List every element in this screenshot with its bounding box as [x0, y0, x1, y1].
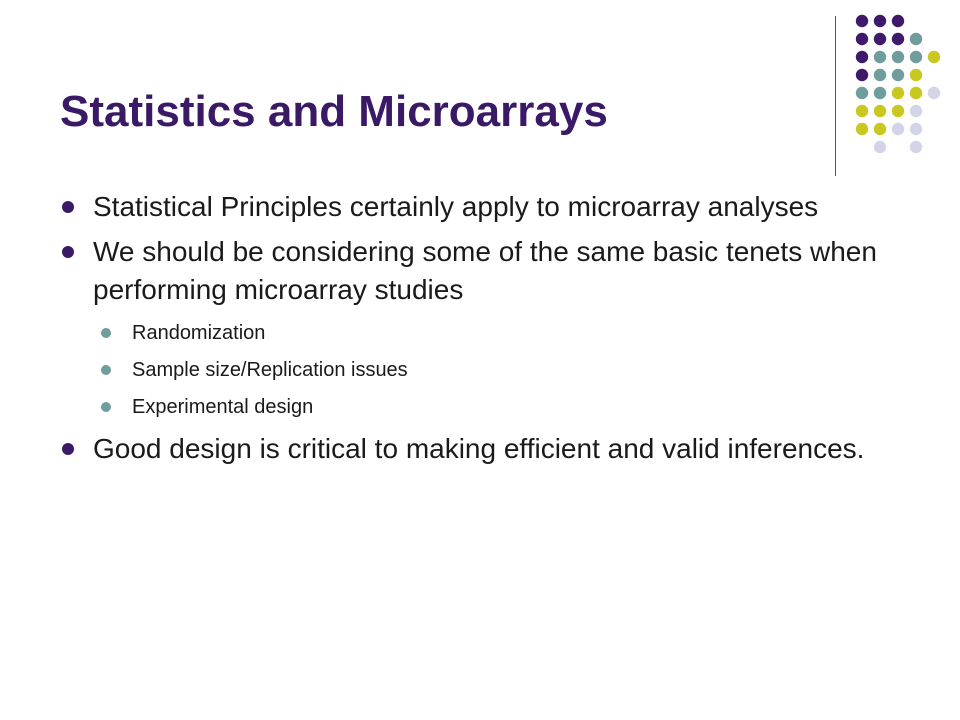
decorative-dot: [892, 105, 904, 117]
decorative-dot: [910, 105, 922, 117]
decorative-dot: [856, 123, 868, 135]
decorative-dot: [874, 51, 886, 63]
bullet-text: We should be considering some of the same basic tenets when performing microarray studies: [93, 236, 877, 305]
sub-bullet-text: Experimental design: [132, 396, 314, 418]
title-divider-line: [835, 16, 836, 176]
decorative-dot: [928, 87, 940, 99]
decorative-dot: [856, 87, 868, 99]
decorative-dot: [856, 51, 868, 63]
slide-title: Statistics and Microarrays: [60, 87, 608, 136]
decorative-dot: [874, 123, 886, 135]
bullet-item: [60, 188, 900, 226]
sub-bullet-item: [60, 393, 900, 421]
decorative-dot: [874, 69, 886, 81]
decorative-dot: [874, 141, 886, 153]
decorative-dot: [892, 15, 904, 27]
decorative-dot: [910, 123, 922, 135]
decorative-dot: [910, 141, 922, 153]
sub-bullet-text: Sample size/Replication issues: [132, 359, 408, 381]
bullet-text: Good design is critical to making efficient and valid inferences.: [93, 433, 865, 464]
decorative-dot: [856, 105, 868, 117]
bullet-item: [60, 233, 900, 421]
bullet-text: Statistical Principles certainly apply to microarray analyses: [93, 191, 819, 222]
bullet-item: [60, 430, 900, 468]
decorative-dot: [892, 51, 904, 63]
decorative-dot: [892, 123, 904, 135]
decorative-dot: [874, 33, 886, 45]
decorative-dot: [874, 105, 886, 117]
decorative-dot: [892, 87, 904, 99]
decorative-dot: [928, 51, 940, 63]
decorative-dot: [910, 51, 922, 63]
bullet-list: [60, 188, 900, 475]
sub-bullet-list: [60, 319, 900, 421]
decorative-dot: [874, 15, 886, 27]
decorative-dot: [856, 33, 868, 45]
sub-bullet-item: [60, 319, 900, 347]
sub-bullet-item: [60, 356, 900, 384]
sub-bullet-text: Randomization: [132, 322, 266, 344]
decorative-dot: [910, 87, 922, 99]
decorative-dot: [892, 69, 904, 81]
decorative-dot: [892, 33, 904, 45]
decorative-dot: [910, 33, 922, 45]
decorative-dot: [856, 69, 868, 81]
decorative-dot: [856, 15, 868, 27]
decorative-dot: [874, 87, 886, 99]
decorative-dot: [910, 69, 922, 81]
